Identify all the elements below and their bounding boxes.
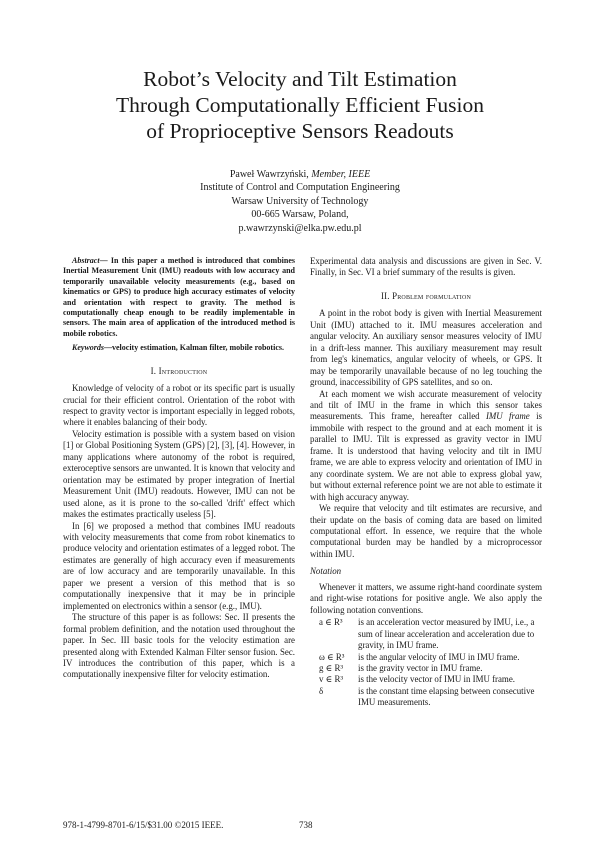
section-title: Introduction: [158, 365, 208, 376]
intro-paragraph-2: Velocity estimation is possible with a system based on vision [1] or Global Positioning System (GPS) [2], [3], [4]. However, in many applications where autonomy of the robot is required, exteroceptive sensors are unwanted. It is known that velocity and orientation may be estimated by proper integration of Inertial Measurement Unit (IMU) readouts. However, IMU can not be used alone, as it is prone to the so-called 'drift' effect which makes the estimates practically useless [5].: [63, 428, 295, 520]
notation-item: [310, 652, 542, 663]
notation-symbol: a ∈ R³: [319, 617, 343, 628]
problem-paragraph-2: [310, 389, 542, 504]
section-number: I.: [150, 365, 157, 376]
notation-symbol: v ∈ R³: [319, 674, 344, 685]
keywords-label: Keywords: [72, 343, 104, 353]
title-line-2: Through Computationally Efficient Fusion: [115, 93, 485, 117]
author-university: Warsaw University of Technology: [231, 195, 369, 207]
right-column: [310, 256, 542, 709]
problem-paragraph-2-a: At each moment we wish accurate measurement of velocity and tilt of IMU in the frame in which this sensor takes measurements. This frame, hereafter called: [310, 388, 542, 422]
intro-paragraph-3: In [6] we proposed a method that combines IMU readouts with velocity measurements that come from robot kinematics to produce velocity and orientation estimates of a legged robot. The estimates are generally of high accuracy even if measurements are of low accuracy and are temporarily unavailable. In this paper we present a version of this method that is so computationally inexpensive that it may be in principle implemented on electronics within a sensor (e.g., IMU).: [63, 520, 295, 611]
section-title: Problem formulation: [392, 290, 472, 301]
author-institute: Institute of Control and Computation Engineering: [200, 182, 400, 194]
notation-item: [310, 674, 542, 685]
abstract-label: Abstract: [72, 256, 100, 265]
notation-text: is the constant time elapsing between consecutive IMU measurements.: [358, 685, 535, 708]
title-line-3: of Proprioceptive Sensors Readouts: [146, 119, 454, 143]
notation-paragraph: Whenever it matters, we assume right-hand coordinate system and right-wise rotations for positive angle. We also apply the following notation conventions.: [310, 581, 542, 615]
notation-list: [310, 617, 542, 709]
section-heading-problem: [310, 291, 542, 302]
abstract-text: — In this paper a method is introduced that combines Inertial Measurement Unit (IMU) readouts with low accuracy and temporarily unavailable velocity measurements (e.g., based on kinematics or GPS) to produce high accuracy estimates of velocity and orientation with respect to gravity. The method is computationally cheap enough to be readily implementable in sensors. The main area of application of the introduced method is mobile robotics.: [63, 256, 295, 338]
paper-title: [60, 66, 540, 144]
author-membership: Member, IEEE: [311, 169, 371, 180]
problem-paragraph-3: We require that velocity and tilt estimates are recursive, and their update on the basis of coming data are based on limited computational effort. In essence, we require that the whole computational burden may be handled by a microprocessor within IMU.: [310, 503, 542, 559]
notation-text: is the gravity vector in IMU frame.: [358, 662, 483, 673]
notation-item: [310, 663, 542, 674]
author-email[interactable]: p.wawrzynski@elka.pw.edu.pl: [238, 222, 362, 234]
notation-item: [310, 617, 542, 651]
keywords: [63, 343, 295, 353]
problem-paragraph-2-b: is immobile with respect to the ground and at each moment it is parallel to IMU. Tilt is expressed as gravity vector in IMU frame. It is understood that having velocity and tilt in IMU frame, we are able to express velocity and orientation of IMU in any coordinate system. We are not able to express global yaw, but without external reference point we are not able to estimate it with high accuracy anyway.: [310, 411, 543, 502]
keywords-text: —velocity estimation, Kalman filter, mobile robotics.: [104, 343, 284, 353]
imu-frame-term: IMU frame: [485, 411, 530, 422]
subsection-notation: Notation: [310, 566, 342, 577]
page-number: 738: [299, 820, 313, 830]
intro-paragraph-1: Knowledge of velocity of a robot or its specific part is usually crucial for their efficient control. Orientation of the robot with respect to gravity vector is important especially in legged robots, where it enables balancing of their body.: [63, 383, 295, 428]
notation-text: is the angular velocity of IMU in IMU frame.: [358, 651, 520, 662]
notation-text: is an acceleration vector measured by IMU, i.e., a sum of linear acceleration and acceleration due to gravity, in IMU frame.: [358, 617, 535, 651]
abstract: [63, 256, 295, 339]
notation-symbol: g ∈ R³: [319, 662, 344, 673]
section-number: II.: [380, 290, 390, 301]
problem-paragraph-1: A point in the robot body is given with Inertial Measurement Unit (IMU) attached to it. IMU measures acceleration and angular velocity. An auxiliary sensor measures velocity of IMU in a drift-less manner. This auxiliary measurement may result from leg's kinematics, angular velocity of wheels, or GPS. It may be temporarily unavailable because of no leg touching the ground, inaccessibility of GPS satellites, and so on.: [310, 308, 542, 388]
left-column: [63, 256, 295, 681]
notation-text: is the velocity vector of IMU in IMU frame.: [358, 674, 515, 685]
author-address: 00-665 Warsaw, Poland,: [251, 209, 349, 221]
notation-symbol: ω ∈ R³: [319, 651, 345, 662]
author-line: [100, 168, 500, 181]
notation-item: [310, 686, 542, 709]
footer-copyright: 978-1-4799-8701-6/15/$31.00 ©2015 IEEE.: [63, 820, 224, 830]
notation-symbol: δ: [319, 685, 324, 696]
title-line-1: Robot’s Velocity and Tilt Estimation: [143, 67, 457, 91]
section-heading-introduction: [63, 366, 295, 377]
author-block: [100, 168, 500, 235]
intro-paragraph-4: The structure of this paper is as follows: Sec. II presents the formal problem definition, and the notation used throughout the paper. In Sec. III basic tools for the velocity estimation are presented along with Extended Kalman Filter sensor fusion. Sec. IV introduces the contribution of this paper, which is a computationally inexpensive filter for velocity estimation.: [63, 612, 295, 680]
intro-paragraph-5: Experimental data analysis and discussions are given in Sec. V. Finally, in Sec. VI a brief summary of the results is given.: [310, 256, 542, 278]
author-name: Paweł Wawrzyński,: [229, 169, 309, 180]
